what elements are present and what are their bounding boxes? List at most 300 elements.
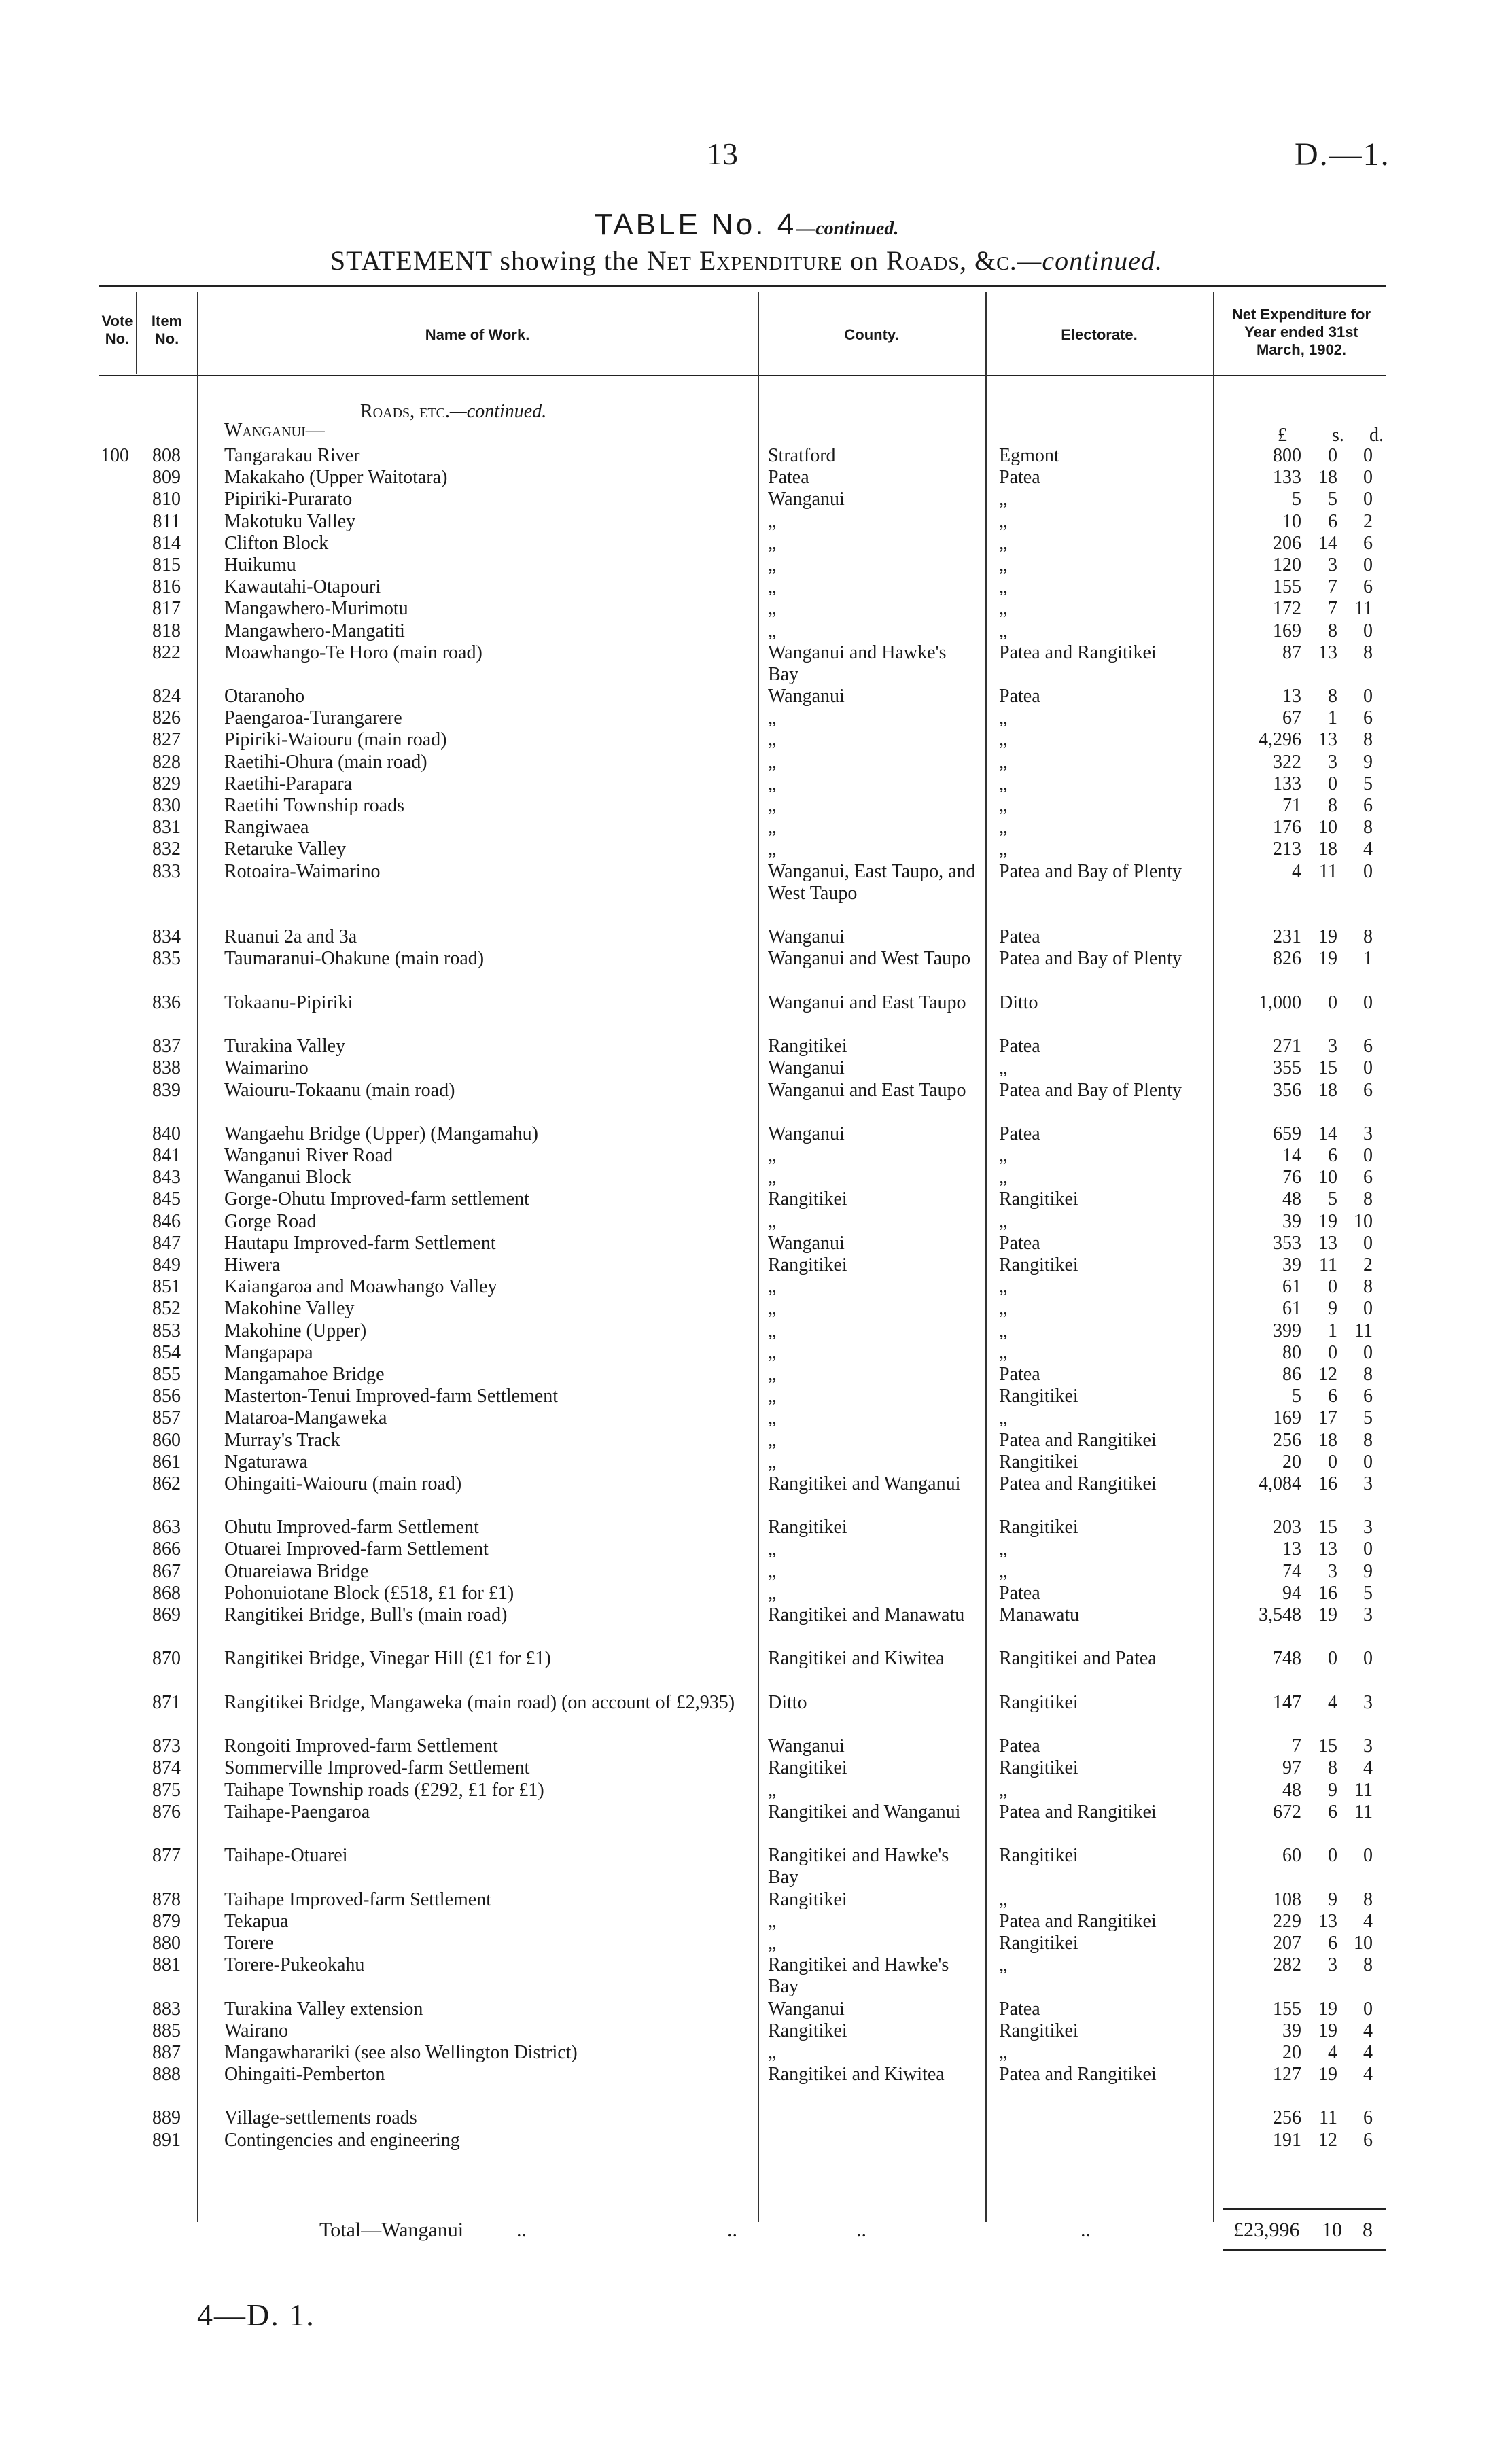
table-row — [0, 1189, 1493, 1210]
electorate-name: „ — [999, 1954, 1008, 1976]
item-number: 830 — [152, 795, 181, 817]
pounds-value: 7 — [1292, 1736, 1301, 1757]
shillings-value: 6 — [1328, 1801, 1337, 1823]
pence-value: 11 — [1354, 1801, 1373, 1823]
electorate-name: Patea — [999, 1363, 1040, 1385]
pence-value: 6 — [1363, 1386, 1373, 1407]
work-name: Otuarei Improved-farm Settlement — [224, 1538, 489, 1560]
table-row — [0, 555, 1493, 576]
electorate-name: „ — [999, 707, 1008, 729]
work-name: Pohonuiotane Block (£518, £1 for £1) — [224, 1582, 514, 1604]
electorate-name: Patea and Rangitikei — [999, 1473, 1157, 1494]
table-number: TABLE No. 4 — [594, 208, 797, 241]
pence-value: 3 — [1363, 1736, 1373, 1757]
item-number: 836 — [152, 991, 181, 1013]
county-name: Rangitikei and Manawatu — [768, 1604, 965, 1626]
electorate-name: Patea — [999, 686, 1040, 707]
county-name: „ — [768, 1779, 777, 1801]
item-number: 889 — [152, 2107, 181, 2129]
county-name: „ — [768, 1407, 777, 1429]
county-name: Wanganui — [768, 1736, 845, 1757]
pence-heading: d. — [1369, 425, 1384, 446]
pounds-value: 60 — [1282, 1845, 1301, 1867]
pounds-value: 172 — [1273, 598, 1301, 620]
pence-value: 6 — [1363, 2129, 1373, 2151]
shillings-value: 13 — [1318, 1538, 1337, 1560]
shillings-value: 4 — [1328, 2041, 1337, 2063]
table-row — [0, 445, 1493, 467]
item-number: 861 — [152, 1451, 181, 1473]
col-divider — [136, 292, 137, 374]
shillings-value: 6 — [1328, 1386, 1337, 1407]
pounds-value: 133 — [1273, 773, 1301, 794]
pounds-value: 282 — [1273, 1954, 1301, 1976]
pounds-value: 191 — [1273, 2129, 1301, 2151]
item-number: 883 — [152, 1998, 181, 2020]
work-name: Sommerville Improved-farm Settlement — [224, 1757, 530, 1779]
table-row — [0, 576, 1493, 598]
shillings-value: 15 — [1318, 1517, 1337, 1538]
work-name: Village-settlements roads — [224, 2107, 417, 2129]
pounds-value: 13 — [1282, 686, 1301, 707]
work-name: Pipiriki-Purarato — [224, 489, 353, 510]
work-name: Hiwera — [224, 1254, 281, 1276]
pence-value: 0 — [1363, 445, 1373, 466]
county-name: „ — [768, 576, 777, 598]
shillings-value: 12 — [1318, 1363, 1337, 1385]
item-number: 847 — [152, 1232, 181, 1254]
shillings-value: 7 — [1328, 598, 1337, 620]
county-name: Rangitikei — [768, 1888, 847, 1910]
electorate-name: „ — [999, 1210, 1008, 1232]
pence-value: 0 — [1363, 860, 1373, 882]
header-county: County. — [844, 326, 899, 343]
electorate-name: Patea — [999, 1736, 1040, 1757]
table-row — [0, 1889, 1493, 1911]
table-row — [0, 1933, 1493, 1954]
electorate-name: Egmont — [999, 445, 1059, 466]
pounds-value: 87 — [1282, 641, 1301, 663]
county-name: Ditto — [768, 1691, 807, 1713]
electorate-name: „ — [999, 1341, 1008, 1363]
work-name: Rangitikei Bridge, Mangaweka (main road) (on account of £2,935) — [224, 1691, 735, 1713]
work-name: Retaruke Valley — [224, 839, 347, 860]
pence-value: 0 — [1363, 554, 1373, 576]
county-name: „ — [768, 1167, 777, 1189]
table-row — [0, 839, 1493, 860]
county-name: Rangitikei and Wanganui — [768, 1473, 961, 1494]
electorate-name: „ — [999, 1057, 1008, 1079]
electorate-name: Ditto — [999, 991, 1038, 1013]
shillings-value: 18 — [1318, 1079, 1337, 1101]
pounds-value: 133 — [1273, 467, 1301, 489]
county-name: Wanganui, East Taupo, and West Taupo — [768, 860, 976, 904]
county-name: „ — [768, 1320, 777, 1341]
electorate-name: Patea and Rangitikei — [999, 2064, 1157, 2085]
work-name: Tokaanu-Pipiriki — [224, 991, 353, 1013]
pounds-value: 155 — [1273, 1998, 1301, 2020]
table-row — [0, 489, 1493, 510]
work-name: Ohingaiti-Pemberton — [224, 2064, 385, 2085]
electorate-name: „ — [999, 532, 1008, 554]
shillings-value: 17 — [1318, 1407, 1337, 1429]
shillings-value: 12 — [1318, 2129, 1337, 2151]
county-name: Wanganui — [768, 1123, 845, 1144]
item-number: 814 — [152, 532, 181, 554]
shillings-value: 10 — [1318, 1167, 1337, 1189]
table-row — [0, 1999, 1493, 2020]
item-number: 870 — [152, 1648, 181, 1670]
work-name: Turakina Valley — [224, 1036, 346, 1057]
work-name: Kawautahi-Otapouri — [224, 576, 381, 598]
item-number: 828 — [152, 751, 181, 773]
total-shillings: 10 — [1322, 2219, 1342, 2241]
pence-value: 1 — [1363, 948, 1373, 970]
pounds-value: 659 — [1273, 1123, 1301, 1144]
table-row — [0, 1320, 1493, 1342]
pence-value: 11 — [1354, 1320, 1373, 1341]
item-number: 822 — [152, 641, 181, 663]
total-top-rule — [1223, 2208, 1386, 2210]
pence-value: 3 — [1363, 1123, 1373, 1144]
section-title — [360, 401, 546, 423]
table-row — [0, 729, 1493, 751]
work-name: Moawhango-Te Horo (main road) — [224, 641, 482, 663]
electorate-name: Rangitikei — [999, 1932, 1078, 1954]
pence-value: 8 — [1363, 1276, 1373, 1298]
pounds-value: 5 — [1292, 1386, 1301, 1407]
county-name: Wanganui and East Taupo — [768, 991, 966, 1013]
pence-value: 6 — [1363, 1079, 1373, 1101]
document-code: D.—1. — [1295, 137, 1390, 173]
county-name: „ — [768, 1276, 777, 1298]
pence-value: 11 — [1354, 1779, 1373, 1801]
pence-value: 8 — [1363, 641, 1373, 663]
pence-value: 11 — [1354, 598, 1373, 620]
table-row — [0, 467, 1493, 489]
shillings-value: 1 — [1328, 1320, 1337, 1341]
item-number: 873 — [152, 1736, 181, 1757]
signature-footer: 4—D. 1. — [197, 2298, 315, 2332]
pence-value: 8 — [1363, 1363, 1373, 1385]
county-name: Rangitikei — [768, 1189, 847, 1210]
table-top-rule — [99, 285, 1386, 287]
pence-value: 4 — [1363, 2041, 1373, 2063]
electorate-name: Patea — [999, 1232, 1040, 1254]
work-name: Torere-Pukeokahu — [224, 1954, 365, 1976]
work-name: Gorge Road — [224, 1210, 317, 1232]
table-row — [0, 752, 1493, 773]
pence-value: 3 — [1363, 1691, 1373, 1713]
table-row — [0, 1080, 1493, 1123]
work-name: Paengaroa-Turangarere — [224, 707, 402, 729]
shillings-value: 3 — [1328, 751, 1337, 773]
electorate-name: „ — [999, 729, 1008, 751]
work-name: Hautapu Improved-farm Settlement — [224, 1232, 496, 1254]
item-number: 854 — [152, 1341, 181, 1363]
shillings-value: 6 — [1328, 510, 1337, 532]
county-name: „ — [768, 773, 777, 794]
pounds-value: 5 — [1292, 489, 1301, 510]
shillings-value: 13 — [1318, 1910, 1337, 1932]
item-number: 880 — [152, 1932, 181, 1954]
item-number: 835 — [152, 948, 181, 970]
pounds-value: 97 — [1282, 1757, 1301, 1779]
work-name: Wanganui Block — [224, 1167, 351, 1189]
pence-value: 4 — [1363, 1910, 1373, 1932]
shillings-value: 0 — [1328, 1451, 1337, 1473]
work-name: Waimarino — [224, 1057, 309, 1079]
table-row — [0, 1692, 1493, 1736]
item-number: 816 — [152, 576, 181, 598]
table-row — [0, 707, 1493, 729]
item-number: 852 — [152, 1298, 181, 1320]
work-name: Gorge-Ohutu Improved-farm settlement — [224, 1189, 529, 1210]
work-name: Tekapua — [224, 1910, 289, 1932]
work-name: Contingencies and engineering — [224, 2129, 460, 2151]
electorate-name: „ — [999, 1167, 1008, 1189]
table-row — [0, 1145, 1493, 1167]
electorate-name: Patea and Rangitikei — [999, 1910, 1157, 1932]
header-vote: Vote No. — [101, 313, 133, 347]
work-name: Makohine Valley — [224, 1298, 355, 1320]
pence-value: 4 — [1363, 839, 1373, 860]
table-row — [0, 1561, 1493, 1583]
table-row — [0, 620, 1493, 642]
table-row — [0, 1298, 1493, 1320]
work-name: Murray's Track — [224, 1429, 340, 1451]
shillings-value: 4 — [1328, 1691, 1337, 1713]
pence-value: 4 — [1363, 2064, 1373, 2085]
electorate-name: „ — [999, 817, 1008, 839]
shillings-value: 3 — [1328, 1954, 1337, 1976]
pounds-value: 229 — [1273, 1910, 1301, 1932]
pounds-value: 800 — [1273, 445, 1301, 466]
shillings-value: 19 — [1318, 926, 1337, 948]
county-name: „ — [768, 707, 777, 729]
electorate-name: „ — [999, 576, 1008, 598]
work-name: Makotuku Valley — [224, 510, 356, 532]
shillings-value: 11 — [1319, 860, 1337, 882]
pence-value: 4 — [1363, 1757, 1373, 1779]
work-name: Mangawhero-Mangatiti — [224, 620, 405, 641]
county-name: „ — [768, 1582, 777, 1604]
county-name: Stratford — [768, 445, 836, 466]
pence-value: 5 — [1363, 1407, 1373, 1429]
county-name: „ — [768, 1386, 777, 1407]
work-name: Ruanui 2a and 3a — [224, 926, 357, 948]
pounds-value: 80 — [1282, 1341, 1301, 1363]
work-name: Waiouru-Tokaanu (main road) — [224, 1079, 455, 1101]
item-number: 863 — [152, 1517, 181, 1538]
shillings-value: 5 — [1328, 1189, 1337, 1210]
work-name: Ohingaiti-Waiouru (main road) — [224, 1473, 462, 1494]
table-row — [0, 598, 1493, 620]
total-pounds: £23,996 — [1233, 2219, 1300, 2241]
item-number: 855 — [152, 1363, 181, 1385]
pounds-value: 39 — [1282, 2020, 1301, 2041]
electorate-name: „ — [999, 554, 1008, 576]
table-row — [0, 1583, 1493, 1604]
work-name: Tangarakau River — [224, 445, 360, 466]
county-name: Patea — [768, 467, 809, 489]
shillings-value: 13 — [1318, 641, 1337, 663]
pounds-value: 67 — [1282, 707, 1301, 729]
pounds-value: 48 — [1282, 1779, 1301, 1801]
item-number: 862 — [152, 1473, 181, 1494]
item-number: 887 — [152, 2041, 181, 2063]
county-name: Rangitikei — [768, 1757, 847, 1779]
pounds-value: 147 — [1273, 1691, 1301, 1713]
pence-value: 6 — [1363, 532, 1373, 554]
work-name: Clifton Block — [224, 532, 329, 554]
work-name: Huikumu — [224, 554, 296, 576]
shillings-value: 19 — [1318, 2020, 1337, 2041]
electorate-name: Patea and Bay of Plenty — [999, 860, 1182, 882]
item-number: 874 — [152, 1757, 181, 1779]
county-name: „ — [768, 1560, 777, 1582]
pence-value: 5 — [1363, 1582, 1373, 1604]
shillings-heading: s. — [1332, 425, 1344, 446]
pounds-value: 256 — [1273, 1429, 1301, 1451]
pounds-value: 108 — [1273, 1888, 1301, 1910]
shillings-value: 8 — [1328, 795, 1337, 817]
pounds-value: 71 — [1282, 795, 1301, 817]
electorate-name: Patea — [999, 467, 1040, 489]
shillings-value: 0 — [1328, 1845, 1337, 1867]
pence-value: 5 — [1363, 773, 1373, 794]
table-row — [0, 1911, 1493, 1933]
pence-value: 0 — [1363, 1451, 1373, 1473]
header-electorate: Electorate. — [1061, 326, 1138, 343]
table-row — [0, 1538, 1493, 1560]
pence-value: 6 — [1363, 2107, 1373, 2129]
shillings-value: 9 — [1328, 1779, 1337, 1801]
electorate-name: Rangitikei — [999, 2020, 1078, 2041]
county-name: Rangitikei and Kiwitea — [768, 2064, 945, 2085]
pounds-value: 271 — [1273, 1036, 1301, 1057]
shillings-value: 0 — [1328, 991, 1337, 1013]
item-number: 839 — [152, 1079, 181, 1101]
pounds-value: 39 — [1282, 1210, 1301, 1232]
work-name: Taihape Improved-farm Settlement — [224, 1888, 491, 1910]
county-name: „ — [768, 1429, 777, 1451]
work-name: Mangawharariki (see also Wellington District) — [224, 2041, 578, 2063]
county-name: „ — [768, 751, 777, 773]
county-name: „ — [768, 1210, 777, 1232]
shillings-value: 13 — [1318, 729, 1337, 751]
shillings-value: 0 — [1328, 773, 1337, 794]
work-name: Masterton-Tenui Improved-farm Settlement — [224, 1386, 558, 1407]
shillings-value: 6 — [1328, 1932, 1337, 1954]
county-name: Wanganui and West Taupo — [768, 948, 971, 970]
county-name: „ — [768, 532, 777, 554]
item-number: 856 — [152, 1386, 181, 1407]
shillings-value: 0 — [1328, 445, 1337, 466]
county-name: „ — [768, 1363, 777, 1385]
shillings-value: 18 — [1318, 1429, 1337, 1451]
page-number: 13 — [707, 137, 738, 171]
shillings-value: 13 — [1318, 1232, 1337, 1254]
electorate-name: „ — [999, 1298, 1008, 1320]
pounds-value: 206 — [1273, 532, 1301, 554]
table-subtitle — [0, 245, 1493, 277]
pounds-value: 256 — [1273, 2107, 1301, 2129]
county-name: „ — [768, 2041, 777, 2063]
shillings-value: 16 — [1318, 1582, 1337, 1604]
table-row — [0, 642, 1493, 686]
pence-value: 2 — [1363, 510, 1373, 532]
work-name: Wairano — [224, 2020, 289, 2041]
pence-value: 9 — [1363, 751, 1373, 773]
electorate-name: „ — [999, 2041, 1008, 2063]
shillings-value: 14 — [1318, 1123, 1337, 1144]
table-row — [0, 948, 1493, 991]
county-name: „ — [768, 1932, 777, 1954]
table-row — [0, 1036, 1493, 1057]
work-name: Taihape Township roads (£292, £1 for £1) — [224, 1779, 544, 1801]
item-number: 834 — [152, 926, 181, 948]
leader-dots: .. — [727, 2219, 737, 2241]
table-continued: —continued. — [796, 218, 899, 239]
pence-value: 6 — [1363, 1167, 1373, 1189]
pence-value: 4 — [1363, 2020, 1373, 2041]
electorate-name: Rangitikei — [999, 1386, 1078, 1407]
table-row — [0, 2107, 1493, 2129]
work-name: Turakina Valley extension — [224, 1998, 423, 2020]
subtitle-part: STATEMENT showing the — [330, 245, 647, 276]
county-name: Rangitikei — [768, 1517, 847, 1538]
item-number: 849 — [152, 1254, 181, 1276]
subtitle-part: —continued. — [1017, 245, 1163, 276]
pence-value: 0 — [1363, 1145, 1373, 1167]
table-title — [0, 207, 1493, 242]
leader-dots: .. — [1081, 2219, 1091, 2241]
item-number: 853 — [152, 1320, 181, 1341]
county-name: „ — [768, 795, 777, 817]
table-row — [0, 773, 1493, 795]
electorate-name: „ — [999, 510, 1008, 532]
shillings-value: 5 — [1328, 489, 1337, 510]
pounds-value: 94 — [1282, 1582, 1301, 1604]
pence-value: 0 — [1363, 1845, 1373, 1867]
item-number: 875 — [152, 1779, 181, 1801]
county-name: „ — [768, 1341, 777, 1363]
shillings-value: 3 — [1328, 1560, 1337, 1582]
pounds-value: 353 — [1273, 1232, 1301, 1254]
item-number: 826 — [152, 707, 181, 729]
table-row — [0, 533, 1493, 555]
pounds-value: 14 — [1282, 1145, 1301, 1167]
electorate-name: „ — [999, 598, 1008, 620]
leader-dots: .. — [516, 2219, 527, 2241]
shillings-value: 3 — [1328, 554, 1337, 576]
pence-value: 10 — [1354, 1210, 1373, 1232]
county-name: „ — [768, 1538, 777, 1560]
table-row — [0, 992, 1493, 1036]
table-row — [0, 1364, 1493, 1386]
section-title-text: Roads, etc. — [360, 401, 450, 422]
county-name: Wanganui — [768, 489, 845, 510]
county-name: „ — [768, 1451, 777, 1473]
pounds-value: 169 — [1273, 620, 1301, 641]
work-name: Mataroa-Mangaweka — [224, 1407, 387, 1429]
pounds-value: 120 — [1273, 554, 1301, 576]
table-row — [0, 795, 1493, 817]
pence-value: 0 — [1363, 1341, 1373, 1363]
county-name: „ — [768, 1298, 777, 1320]
table-body — [0, 445, 1493, 2151]
